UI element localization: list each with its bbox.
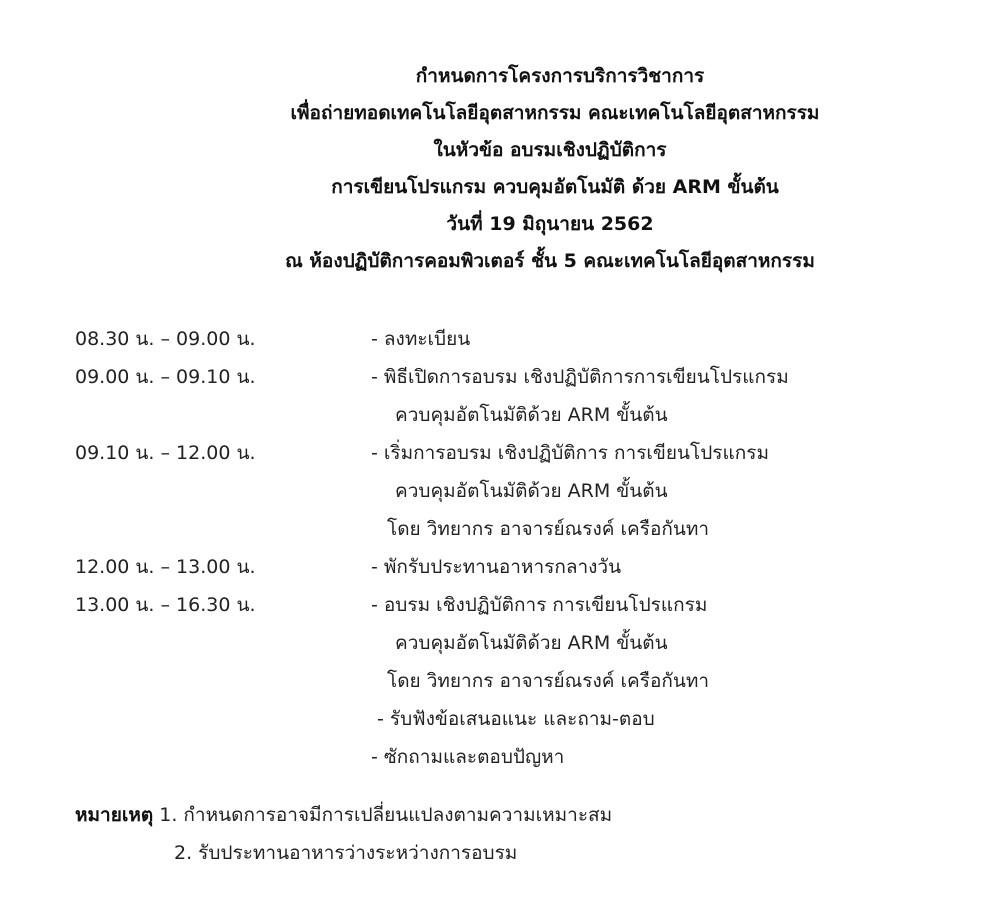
note-row [75, 834, 955, 872]
activity-line: - พักรับประทานอาหารกลางวัน [371, 556, 622, 578]
activity-line: - ซักถามและตอบปัญหา [371, 746, 565, 768]
document-heading [0, 58, 1000, 280]
agenda-activity [371, 434, 955, 548]
activity-line: - รับฟังข้อเสนอแนะ และถาม-ตอบ [377, 708, 655, 730]
notes-section [75, 796, 955, 872]
note-row [75, 796, 955, 834]
activity-line: - อบรม เชิงปฏิบัติการ การเขียนโปรแกรม [371, 594, 708, 616]
agenda-activity [371, 358, 955, 434]
activity-speaker: โดย วิทยากร อาจารย์ณรงค์ เครือกันทา [387, 670, 710, 692]
activity-line: - เริ่มการอบรม เชิงปฏิบัติการ การเขียนโปรแกรม [371, 442, 769, 464]
agenda-list [75, 320, 955, 776]
heading-venue: ณ ห้องปฏิบัติการคอมพิวเตอร์ ชั้น 5 คณะเทคโนโลยีอุตสาหกรรม [285, 250, 815, 272]
agenda-time: 13.00 น. – 16.30 น. [75, 594, 256, 616]
activity-line: - ลงทะเบียน [371, 328, 471, 350]
heading-purpose: เพื่อถ่ายทอดเทคโนโลยีอุตสาหกรรม คณะเทคโนโลยีอุตสาหกรรม [290, 102, 820, 124]
agenda-time: 09.10 น. – 12.00 น. [75, 442, 256, 464]
activity-line: - พิธีเปิดการอบรม เชิงปฏิบัติการการเขียนโปรแกรม [371, 366, 789, 388]
agenda-row [75, 358, 955, 434]
agenda-time: 08.30 น. – 09.00 น. [75, 328, 256, 350]
activity-line-continued: ควบคุมอัตโนมัติด้วย ARM ขั้นต้น [395, 480, 668, 502]
agenda-activity [371, 548, 955, 586]
heading-topic: ในหัวข้อ อบรมเชิงปฏิบัติการ [433, 139, 667, 161]
note-item: 2. รับประทานอาหารว่างระหว่างการอบรม [174, 842, 518, 864]
heading-date: วันที่ 19 มิถุนายน 2562 [446, 213, 654, 235]
activity-line-continued: ควบคุมอัตโนมัติด้วย ARM ขั้นต้น [395, 632, 668, 654]
agenda-activity [371, 320, 955, 358]
activity-speaker: โดย วิทยากร อาจารย์ณรงค์ เครือกันทา [387, 518, 710, 540]
agenda-row [75, 320, 955, 358]
agenda-activity [371, 586, 955, 776]
agenda-row [75, 434, 955, 548]
notes-label: หมายเหตุ [75, 804, 154, 826]
heading-title: กำหนดการโครงการบริการวิชาการ [415, 65, 705, 87]
agenda-time: 12.00 น. – 13.00 น. [75, 556, 256, 578]
agenda-row [75, 548, 955, 586]
heading-course-name: การเขียนโปรแกรม ควบคุมอัตโนมัติ ด้วย ARM ขั้นต้น [331, 176, 779, 198]
agenda-time: 09.00 น. – 09.10 น. [75, 366, 256, 388]
activity-line-continued: ควบคุมอัตโนมัติด้วย ARM ขั้นต้น [395, 404, 668, 426]
note-item: 1. กำหนดการอาจมีการเปลี่ยนแปลงตามความเหมาะสม [159, 804, 613, 826]
agenda-row [75, 586, 955, 776]
